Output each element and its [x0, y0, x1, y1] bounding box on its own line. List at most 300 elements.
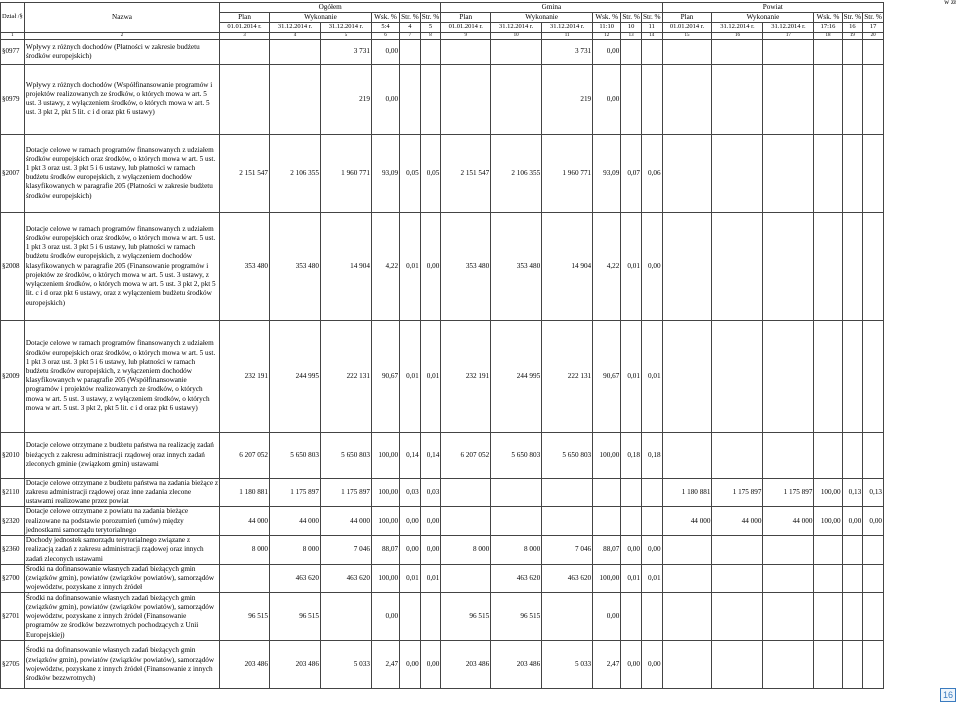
value-cell: 353 480 — [441, 212, 491, 320]
column-number: 13 — [621, 32, 642, 39]
value-cell — [712, 212, 763, 320]
subheader-cell: Wsk. % — [814, 13, 842, 23]
column-number: 2 — [24, 32, 219, 39]
header-powiat: Powiat — [662, 3, 883, 13]
date-cell: 31.12.2014 r. — [763, 23, 814, 32]
column-number: 4 — [269, 32, 320, 39]
value-cell — [814, 212, 842, 320]
column-number: 20 — [863, 32, 884, 39]
subheader-cell: Str. % — [843, 13, 862, 22]
value-cell: 44 000 — [712, 507, 763, 536]
column-number: 1 — [1, 32, 25, 39]
subheader-cell: Wykonanie — [491, 13, 593, 23]
column-number: 19 — [842, 32, 863, 39]
value-cell: 232 191 — [441, 320, 491, 432]
value-cell: 0,01 — [641, 564, 662, 593]
value-cell — [712, 39, 763, 64]
value-cell — [842, 564, 863, 593]
value-cell: 1 960 771 — [320, 134, 371, 212]
value-cell: 3 731 — [542, 39, 593, 64]
row-description: Dotacje celowe w ramach programów finansowanych z udziałem środków europejskich oraz środków, o których mowa w art. 5 ust. 1 pkt 3 oraz ust. 3 pkt 5 i 6 ustawy, lub płatności w ramach budżetu środków europejskich, z wyłączeniem dochodów klasyfikowanych w paragrafie 205 (Płatności w zakresie budżetu środków europejskich) — [24, 134, 219, 212]
value-cell: 100,00 — [371, 564, 399, 593]
date-cell: 01.01.2014 r. — [662, 23, 712, 32]
value-cell — [763, 212, 814, 320]
date-cell: 01.01.2014 r. — [441, 23, 491, 32]
value-cell: 0,00 — [420, 536, 441, 565]
value-cell: 0,01 — [400, 320, 421, 432]
value-cell: 0,01 — [400, 212, 421, 320]
value-cell: 0,00 — [593, 39, 621, 64]
value-cell: 2 106 355 — [491, 134, 542, 212]
value-cell: 0,00 — [400, 536, 421, 565]
value-cell: 0,00 — [420, 212, 441, 320]
value-cell — [593, 507, 621, 536]
value-cell — [814, 536, 842, 565]
value-cell — [763, 39, 814, 64]
value-cell — [662, 134, 712, 212]
value-cell: 44 000 — [320, 507, 371, 536]
value-cell: 44 000 — [763, 507, 814, 536]
value-cell: 5 033 — [542, 641, 593, 689]
value-cell — [662, 64, 712, 134]
value-cell: 93,09 — [371, 134, 399, 212]
value-cell: 222 131 — [542, 320, 593, 432]
column-number: 18 — [814, 32, 842, 39]
date-cell: 16 — [842, 23, 863, 32]
value-cell — [269, 64, 320, 134]
value-cell: 88,07 — [593, 536, 621, 565]
column-number: 10 — [491, 32, 542, 39]
value-cell — [220, 39, 270, 64]
value-cell: 463 620 — [320, 564, 371, 593]
date-cell: 17 — [863, 23, 884, 32]
date-cell: 4 — [400, 23, 421, 32]
value-cell — [712, 134, 763, 212]
value-cell — [712, 564, 763, 593]
value-cell: 0,00 — [400, 507, 421, 536]
value-cell: 2,47 — [593, 641, 621, 689]
value-cell — [420, 593, 441, 641]
subheader-cell: Str. % — [421, 13, 440, 22]
value-cell — [712, 641, 763, 689]
value-cell: 7 046 — [542, 536, 593, 565]
value-cell — [641, 39, 662, 64]
value-cell: 14 904 — [320, 212, 371, 320]
value-cell: 1 180 881 — [220, 478, 270, 507]
value-cell — [220, 64, 270, 134]
value-cell — [863, 212, 884, 320]
budget-table — [0, 2, 884, 689]
value-cell — [842, 64, 863, 134]
date-cell: 31.12.2014 r. — [269, 23, 320, 32]
value-cell — [763, 564, 814, 593]
value-cell: 0,00 — [420, 641, 441, 689]
value-cell: 0,14 — [420, 432, 441, 478]
value-cell: 4,22 — [593, 212, 621, 320]
value-cell: 0,14 — [400, 432, 421, 478]
value-cell — [763, 641, 814, 689]
subheader-cell: Plan — [662, 13, 712, 23]
value-cell: 0,00 — [400, 641, 421, 689]
value-cell: 0,07 — [621, 134, 642, 212]
value-cell — [842, 432, 863, 478]
value-cell: 244 995 — [269, 320, 320, 432]
paragraph-code: §2008 — [1, 212, 25, 320]
value-cell — [441, 39, 491, 64]
value-cell: 353 480 — [491, 212, 542, 320]
value-cell — [863, 564, 884, 593]
value-cell: 0,00 — [641, 536, 662, 565]
value-cell — [814, 134, 842, 212]
value-cell: 0,13 — [863, 478, 884, 507]
value-cell — [863, 432, 884, 478]
value-cell: 93,09 — [593, 134, 621, 212]
value-cell — [763, 64, 814, 134]
value-cell — [763, 432, 814, 478]
value-cell: 2 151 547 — [220, 134, 270, 212]
unit-mark: w zł — [944, 0, 956, 6]
value-cell: 0,06 — [641, 134, 662, 212]
value-cell — [400, 64, 421, 134]
value-cell — [814, 432, 842, 478]
value-cell — [400, 593, 421, 641]
value-cell — [491, 507, 542, 536]
table-row — [1, 536, 884, 565]
value-cell — [842, 134, 863, 212]
value-cell — [641, 64, 662, 134]
paragraph-code: §2007 — [1, 134, 25, 212]
value-cell: 0,00 — [371, 64, 399, 134]
date-cell: 31.12.2014 r. — [712, 23, 763, 32]
value-cell — [863, 39, 884, 64]
value-cell: 44 000 — [220, 507, 270, 536]
value-cell: 100,00 — [593, 432, 621, 478]
value-cell: 4,22 — [371, 212, 399, 320]
row-description: Dotacje celowe otrzymane z powiatu na zadania bieżące realizowane na podstawie porozumień (umów) między jednostkami samorządu terytorialnego — [24, 507, 219, 536]
value-cell: 0,00 — [371, 39, 399, 64]
table-row — [1, 320, 884, 432]
subheader-cell: Str. % — [401, 13, 419, 22]
subheader-cell: Wykonanie — [712, 13, 814, 23]
column-number: 17 — [763, 32, 814, 39]
row-description: Dotacje celowe w ramach programów finansowanych z udziałem środków europejskich oraz środków, o których mowa w art. 5 ust. 1 pkt 3 oraz ust. 3 pkt 5 i 6 ustawy, lub płatności w ramach budżetu środków europejskich, z wyłączeniem dochodów klasyfikowanych w paragrafie 205 (Współfinansowanie programów i projektów realizowanych ze środków, o których mowa w art. 5 ust. 3 ustawy, z wyłączeniem środków, o których mowa w art. 5 ust. 3 pkt 2, pkt 5 lit. c i d oraz pkt 6 ustawy) — [24, 320, 219, 432]
value-cell — [814, 593, 842, 641]
table-row — [1, 641, 884, 689]
value-cell: 2 151 547 — [441, 134, 491, 212]
row-description: Dotacje celowe otrzymane z budżetu państwa na realizację zadań bieżących z zakresu administracji rządowej oraz innych zadań zleconych gminie (związkom gmin) ustawami — [24, 432, 219, 478]
date-cell: 31.12.2014 r. — [542, 23, 593, 32]
value-cell: 0,01 — [621, 320, 642, 432]
value-cell — [763, 320, 814, 432]
table-row — [1, 39, 884, 64]
value-cell: 203 486 — [220, 641, 270, 689]
row-description: Wpływy z różnych dochodów (Współfinansowanie programów i projektów realizowanych ze środków, o których mowa w art. 5 ust. 3 ustawy, z wyłączeniem środków, o których mowa w art. 5 ust. 3 pkt 2, pkt 5 lit. c i d oraz pkt 6 ustawy) — [24, 64, 219, 134]
value-cell: 100,00 — [371, 507, 399, 536]
value-cell: 0,01 — [400, 564, 421, 593]
value-cell — [441, 564, 491, 593]
value-cell: 8 000 — [491, 536, 542, 565]
value-cell — [814, 564, 842, 593]
paragraph-code: §2700 — [1, 564, 25, 593]
table-row — [1, 432, 884, 478]
value-cell — [712, 64, 763, 134]
value-cell — [400, 39, 421, 64]
value-cell — [863, 536, 884, 565]
value-cell: 5 650 803 — [542, 432, 593, 478]
date-cell: 10 — [621, 23, 642, 32]
value-cell — [542, 593, 593, 641]
value-cell: 96 515 — [441, 593, 491, 641]
value-cell: 0,00 — [863, 507, 884, 536]
value-cell — [814, 39, 842, 64]
table-row — [1, 507, 884, 536]
value-cell — [662, 39, 712, 64]
value-cell — [441, 478, 491, 507]
value-cell — [712, 536, 763, 565]
value-cell — [712, 320, 763, 432]
date-cell: 5:4 — [371, 23, 399, 32]
table-row — [1, 478, 884, 507]
date-cell: 11:10 — [593, 23, 621, 32]
table-row — [1, 593, 884, 641]
column-number: 11 — [542, 32, 593, 39]
value-cell — [863, 134, 884, 212]
value-cell — [621, 507, 642, 536]
header-gmina: Gmina — [441, 3, 662, 13]
table-row — [1, 134, 884, 212]
date-cell: 01.01.2014 r. — [220, 23, 270, 32]
value-cell — [621, 478, 642, 507]
value-cell: 203 486 — [441, 641, 491, 689]
paragraph-code: §0979 — [1, 64, 25, 134]
value-cell — [842, 641, 863, 689]
value-cell: 44 000 — [269, 507, 320, 536]
value-cell — [662, 432, 712, 478]
value-cell: 5 650 803 — [320, 432, 371, 478]
column-number: 15 — [662, 32, 712, 39]
date-cell: 17:16 — [814, 23, 842, 32]
table-row — [1, 212, 884, 320]
value-cell: 0,03 — [420, 478, 441, 507]
value-cell: 0,00 — [842, 507, 863, 536]
value-cell: 203 486 — [269, 641, 320, 689]
value-cell: 7 046 — [320, 536, 371, 565]
row-description: Wpływy z różnych dochodów (Płatności w zakresie budżetu środków europejskich) — [24, 39, 219, 64]
value-cell: 0,01 — [621, 212, 642, 320]
column-number: 3 — [220, 32, 270, 39]
value-cell: 96 515 — [269, 593, 320, 641]
value-cell — [269, 39, 320, 64]
value-cell — [662, 320, 712, 432]
row-description: Środki na dofinansowanie własnych zadań bieżących gmin (związków gmin), powiatów (związków powiatów), samorządów województw, pozyskane z innych źródeł (Finansowanie programów ze środków bezzwrotnych pochodzących z Unii Europejskiej) — [24, 593, 219, 641]
value-cell: 100,00 — [593, 564, 621, 593]
value-cell — [763, 134, 814, 212]
value-cell: 6 207 052 — [220, 432, 270, 478]
row-description: Środki na dofinansowanie własnych zadań bieżących gmin (związków gmin), powiatów (związków powiatów), samorządów województw, pozyskane z innych źródeł (Finansowanie z innych środków bezzwrotnych) — [24, 641, 219, 689]
column-number: 16 — [712, 32, 763, 39]
row-description: Dotacje celowe otrzymane z budżetu państwa na zadania bieżące z zakresu administracji rządowej oraz inne zadania zlecone ustawami realizowane przez powiat — [25, 478, 219, 506]
value-cell: 0,01 — [621, 564, 642, 593]
value-cell: 90,67 — [593, 320, 621, 432]
column-number: 12 — [593, 32, 621, 39]
paragraph-code: §2701 — [1, 593, 25, 641]
value-cell — [842, 212, 863, 320]
subheader-cell: Str. % — [642, 13, 661, 22]
value-cell: 2 106 355 — [269, 134, 320, 212]
value-cell — [863, 641, 884, 689]
subheader-cell: Plan — [220, 13, 270, 23]
table-row — [1, 64, 884, 134]
value-cell: 96 515 — [491, 593, 542, 641]
column-number: 8 — [420, 32, 441, 39]
value-cell: 219 — [320, 64, 371, 134]
value-cell — [814, 64, 842, 134]
value-cell: 0,00 — [371, 593, 399, 641]
date-cell: 11 — [641, 23, 662, 32]
value-cell — [842, 593, 863, 641]
value-cell — [420, 39, 441, 64]
paragraph-code: §2320 — [1, 507, 25, 536]
value-cell: 0,13 — [842, 478, 863, 507]
value-cell — [491, 64, 542, 134]
subheader-cell: Plan — [441, 13, 491, 23]
row-description: Dochody jednostek samorządu terytorialnego związane z realizacją zadań z zakresu administracji rządowej oraz innych zadań zleconych ustawami — [24, 536, 219, 565]
value-cell: 14 904 — [542, 212, 593, 320]
value-cell: 0,05 — [420, 134, 441, 212]
value-cell: 0,05 — [400, 134, 421, 212]
value-cell: 1 175 897 — [269, 478, 320, 507]
value-cell: 219 — [542, 64, 593, 134]
value-cell — [491, 39, 542, 64]
value-cell — [763, 536, 814, 565]
value-cell — [641, 478, 662, 507]
value-cell: 90,67 — [371, 320, 399, 432]
value-cell: 88,07 — [371, 536, 399, 565]
value-cell — [320, 593, 371, 641]
value-cell — [621, 39, 642, 64]
value-cell: 244 995 — [491, 320, 542, 432]
value-cell — [621, 593, 642, 641]
value-cell — [441, 64, 491, 134]
value-cell — [842, 320, 863, 432]
value-cell: 8 000 — [441, 536, 491, 565]
column-number: 14 — [641, 32, 662, 39]
value-cell: 1 960 771 — [542, 134, 593, 212]
value-cell: 8 000 — [269, 536, 320, 565]
value-cell: 0,00 — [420, 507, 441, 536]
value-cell: 203 486 — [491, 641, 542, 689]
value-cell — [491, 478, 542, 507]
value-cell: 2,47 — [371, 641, 399, 689]
value-cell: 1 175 897 — [712, 478, 763, 507]
value-cell — [842, 536, 863, 565]
value-cell: 463 620 — [491, 564, 542, 593]
value-cell — [593, 478, 621, 507]
value-cell — [712, 593, 763, 641]
paragraph-code: §2110 — [1, 478, 25, 507]
table-row — [1, 564, 884, 593]
value-cell: 100,00 — [814, 478, 842, 507]
value-cell — [842, 39, 863, 64]
subheader-cell: Wsk. % — [371, 13, 399, 23]
paragraph-code: §2705 — [1, 641, 25, 689]
value-cell: 1 180 881 — [662, 478, 712, 507]
value-cell — [641, 507, 662, 536]
value-cell: 3 731 — [320, 39, 371, 64]
value-cell: 0,01 — [420, 564, 441, 593]
header-dzial: Dział /§ — [1, 3, 25, 33]
value-cell: 5 650 803 — [491, 432, 542, 478]
value-cell — [420, 64, 441, 134]
value-cell — [712, 432, 763, 478]
value-cell: 1 175 897 — [763, 478, 814, 507]
value-cell: 232 191 — [220, 320, 270, 432]
header-ogolem: Ogółem — [220, 3, 441, 13]
value-cell: 0,00 — [641, 641, 662, 689]
value-cell: 353 480 — [269, 212, 320, 320]
value-cell: 222 131 — [320, 320, 371, 432]
column-number: 6 — [371, 32, 399, 39]
row-description: Środki na dofinansowanie własnych zadań bieżących gmin (związków gmin), powiatów (związków powiatów), samorządów województw, pozyskane z innych źródeł — [24, 564, 219, 593]
value-cell — [441, 507, 491, 536]
value-cell — [662, 564, 712, 593]
value-cell — [220, 564, 270, 593]
column-number: 9 — [441, 32, 491, 39]
column-number: 5 — [320, 32, 371, 39]
value-cell: 463 620 — [542, 564, 593, 593]
value-cell: 353 480 — [220, 212, 270, 320]
page-number: 16 — [940, 688, 956, 702]
paragraph-code: §0977 — [1, 39, 25, 64]
paragraph-code: §2010 — [1, 432, 25, 478]
value-cell: 100,00 — [814, 507, 842, 536]
value-cell: 0,00 — [621, 536, 642, 565]
value-cell: 0,18 — [641, 432, 662, 478]
subheader-cell: Wykonanie — [269, 13, 371, 23]
value-cell: 100,00 — [371, 478, 399, 507]
value-cell: 44 000 — [662, 507, 712, 536]
value-cell: 0,01 — [420, 320, 441, 432]
paragraph-code: §2009 — [1, 320, 25, 432]
date-cell: 5 — [420, 23, 441, 32]
value-cell — [814, 641, 842, 689]
value-cell: 8 000 — [220, 536, 270, 565]
subheader-cell: Str. % — [864, 13, 882, 22]
value-cell — [641, 593, 662, 641]
value-cell: 463 620 — [269, 564, 320, 593]
value-cell — [863, 64, 884, 134]
value-cell — [662, 641, 712, 689]
value-cell: 0,01 — [641, 320, 662, 432]
value-cell — [863, 593, 884, 641]
header-nazwa: Nazwa — [24, 3, 219, 33]
value-cell — [621, 64, 642, 134]
value-cell — [814, 320, 842, 432]
value-cell: 0,00 — [641, 212, 662, 320]
value-cell: 5 033 — [320, 641, 371, 689]
row-description: Dotacje celowe w ramach programów finansowanych z udziałem środków europejskich oraz środków, o których mowa w art. 5 ust. 1 pkt 3 oraz ust. 3 pkt 5 i 6 ustawy, lub płatności w ramach budżetu środków europejskich, z wyłączeniem dochodów klasyfikowanych w paragrafie 205 (Finansowanie programów i projektów ze środków, o których mowa w art. 5 ust. 3 ustawy, z wyłączeniem środków, o których mowa w art. 5 ust. 3 pkt 2, pkt 5 lit. c i d oraz pkt 6 ustawy, oraz z wyłączeniem budżetu środków europejskich) — [24, 212, 219, 320]
subheader-cell: Wsk. % — [593, 13, 621, 23]
value-cell: 6 207 052 — [441, 432, 491, 478]
value-cell: 100,00 — [371, 432, 399, 478]
value-cell: 0,00 — [593, 64, 621, 134]
date-cell: 31.12.2014 r. — [320, 23, 371, 32]
column-number: 7 — [400, 32, 421, 39]
paragraph-code: §2360 — [1, 536, 25, 565]
value-cell: 0,03 — [400, 478, 421, 507]
value-cell: 5 650 803 — [269, 432, 320, 478]
subheader-cell: Str. % — [622, 13, 640, 22]
